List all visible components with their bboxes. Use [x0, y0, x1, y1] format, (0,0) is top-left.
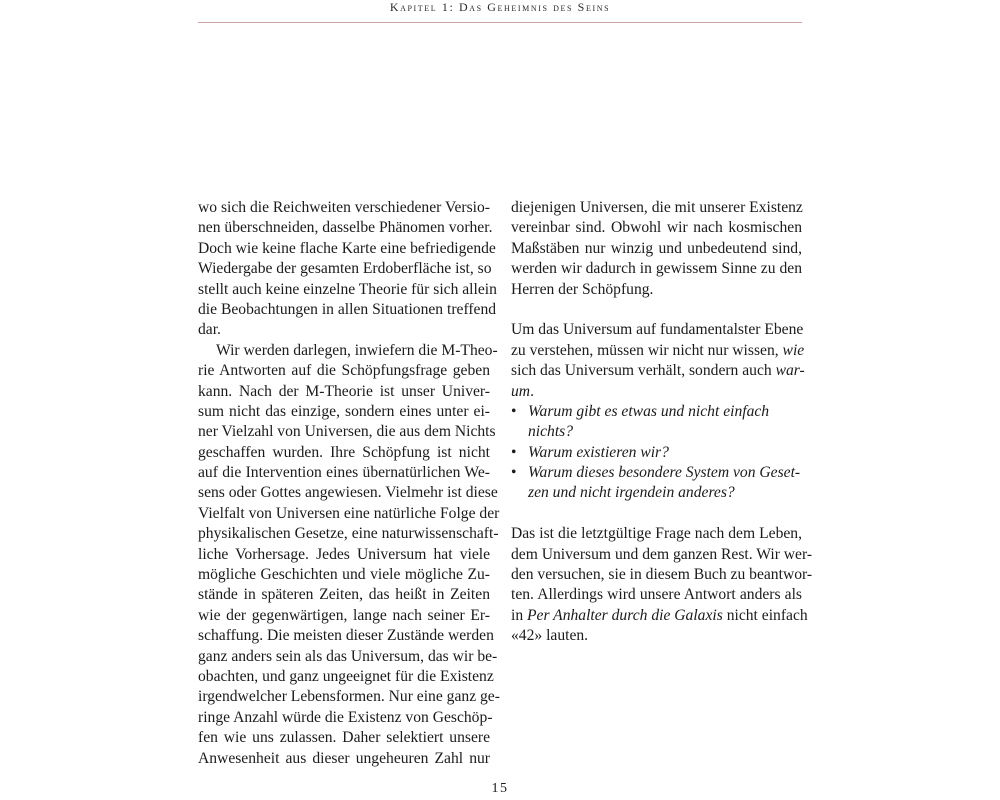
left-column	[198, 198, 500, 769]
text-line: liche Vorhersage. Jedes Universum hat viele	[198, 545, 490, 563]
text-line: obachten, und ganz ungeeignet für die Existenz	[198, 667, 494, 685]
text-line: dem Universum und dem ganzen Rest. Wir wer-	[511, 545, 813, 563]
bullet-icon: •	[511, 443, 517, 461]
emphasis: war-	[775, 362, 805, 380]
text-line: mögliche Geschichten und viele mögliche Zu-	[198, 566, 490, 584]
text-line: physikalischen Gesetze, eine naturwissenschaft-	[198, 525, 499, 543]
text-line: auf die Intervention eines übernatürlichen We-	[198, 464, 490, 482]
text-line: ganz anders sein als das Universum, das wir be-	[198, 647, 498, 665]
text-line: Um das Universum auf fundamentalster Ebene	[511, 321, 804, 339]
text-line	[511, 382, 802, 402]
text-line: Wiedergabe der gesamten Erdoberfläche ist, so	[198, 260, 492, 278]
text-line: kann. Nach der M-Theorie ist unser Univer-	[198, 382, 490, 400]
running-head: Kapitel 1: Das Geheimnis des Seins	[389, 0, 611, 14]
text-line: wo sich die Reichweiten verschiedener Versio-	[198, 199, 490, 216]
text-line: irgendwelcher Lebensformen. Nur eine ganz ge-	[198, 688, 500, 706]
text-line: diejenigen Universen, die mit unserer Existenz	[511, 199, 803, 216]
book-title: Per Anhalter durch die Galaxis	[527, 606, 723, 624]
text-line: rie Antworten auf die Schöpfungsfrage geben	[198, 362, 490, 380]
text-line: sum nicht das einzige, sondern eines unter ei-	[198, 402, 490, 420]
bullet-icon: •	[511, 464, 517, 482]
text-line: Vielfalt von Universen eine natürliche Folge der	[198, 504, 500, 522]
text-line: «42» lauten.	[511, 627, 589, 645]
text-line: schaffung. Die meisten dieser Zustände werden	[198, 627, 494, 645]
paragraph-gap	[511, 504, 802, 524]
header-rule	[198, 22, 802, 23]
text-line: wie der gegenwärtigen, lange nach seiner Er-	[198, 606, 490, 624]
paragraph-gap	[511, 300, 802, 320]
text-line: stände in späteren Zeiten, das heißt in Zeiten	[198, 586, 490, 604]
emphasis: wie	[782, 341, 805, 359]
text-line	[511, 341, 805, 361]
bullet-text: zen und nicht irgendein anderes?	[528, 484, 735, 502]
text-line: vereinbar sind. Obwohl wir nach kosmischen	[511, 219, 802, 237]
text-line: werden wir dadurch in gewissem Sinne zu den	[511, 260, 802, 278]
bullet-text: nichts?	[528, 423, 574, 441]
bullet-item	[511, 463, 802, 483]
text-line: Wir werden darlegen, inwiefern die M-Theo-	[216, 341, 498, 359]
text-run: sich das Universum verhält, sondern auch	[511, 362, 776, 380]
text-line: die Beobachtungen in allen Situationen treffend	[198, 300, 497, 318]
text-line: den versuchen, sie in diesem Buch zu beantwor-	[511, 566, 813, 584]
text-run: zu verstehen, müssen wir nicht nur wissen,	[511, 341, 783, 359]
text-line: nen überschneiden, dasselbe Phänomen vorher.	[198, 219, 493, 237]
text-line: stellt auch keine einzelne Theorie für sich allein	[198, 280, 497, 298]
text-line: Doch wie keine flache Karte eine befriedigende	[198, 239, 496, 257]
text-line: ringe Anzahl würde die Existenz von Geschöp-	[198, 708, 493, 726]
text-line	[511, 606, 808, 626]
text-line: dar.	[198, 321, 221, 339]
bullet-text: Warum gibt es etwas und nicht einfach	[528, 402, 770, 420]
emphasis: um	[511, 382, 531, 400]
text-line: ten. Allerdings wird unsere Antwort anders als	[511, 586, 802, 604]
text-run: in	[511, 606, 528, 624]
text-line: geschaffen wurden. Ihre Schöpfung ist nicht	[198, 443, 490, 461]
bullet-icon: •	[511, 402, 517, 420]
text-run: nicht einfach	[722, 606, 808, 624]
text-line: fen wie uns zulassen. Daher selektiert unsere	[198, 729, 490, 747]
text-line: Anwesenheit aus dieser ungeheuren Zahl nur	[198, 749, 490, 767]
text-run: .	[530, 382, 534, 400]
text-line: Das ist die letztgültige Frage nach dem Leben,	[511, 525, 802, 543]
bullet-item	[511, 443, 802, 463]
bullet-text: Warum dieses besondere System von Geset-	[528, 464, 801, 482]
bullet-text: Warum existieren wir?	[528, 443, 669, 461]
right-column	[511, 198, 813, 647]
text-line: ner Vielzahl von Universen, die aus dem Nichts	[198, 423, 496, 441]
text-line: sens oder Gottes angewiesen. Vielmehr ist diese	[198, 484, 498, 502]
text-line: Maßstäben nur winzig und unbedeutend sind,	[511, 239, 802, 257]
text-line	[511, 361, 805, 381]
text-line: Herren der Schöpfung.	[511, 280, 654, 298]
bullet-item	[511, 402, 802, 422]
page-number: 15	[491, 781, 509, 796]
